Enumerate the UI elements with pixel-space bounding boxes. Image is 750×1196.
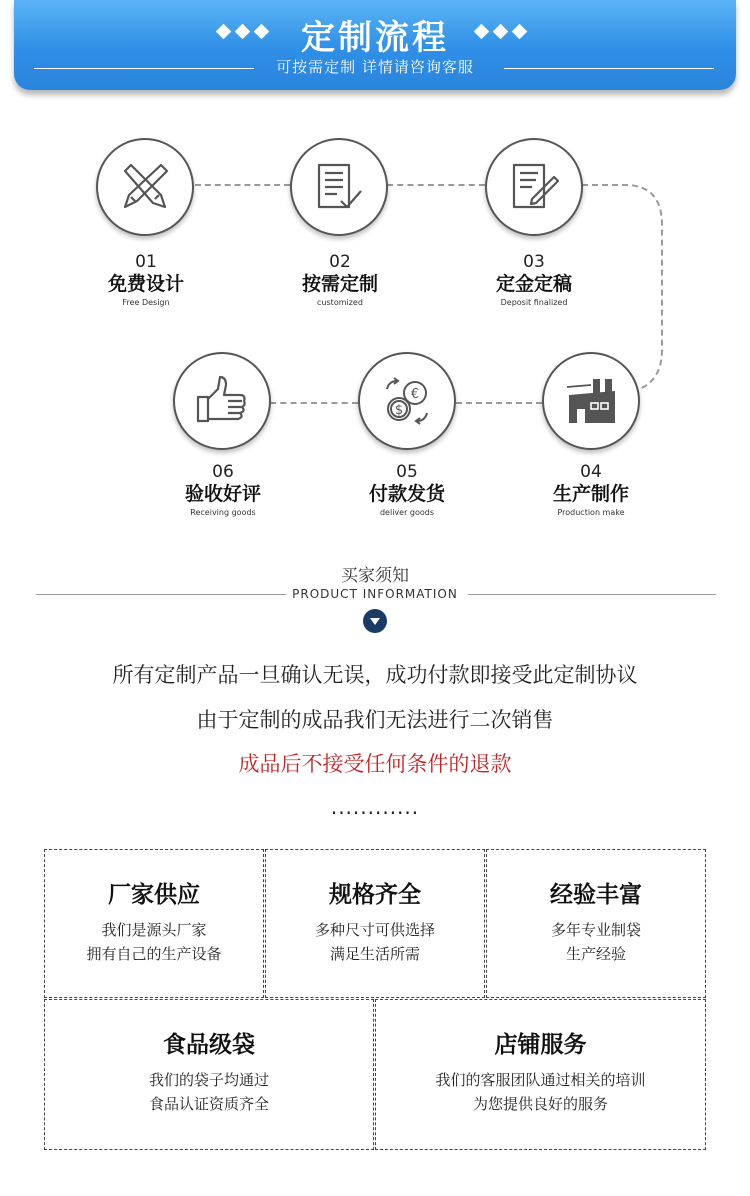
svg-text:€: € [410, 387, 420, 402]
step-5-label [327, 462, 487, 520]
thumbs-up-icon [194, 373, 250, 429]
step-6-circle [173, 352, 271, 450]
step-2-label [260, 252, 420, 310]
banner-subtitle: 可按需定制 详情请咨询客服 [276, 58, 474, 76]
connector-2-3 [387, 184, 485, 186]
feature-title: 厂家供应 [108, 882, 200, 908]
feature-card-service [375, 999, 706, 1150]
step-title: 按需定制 [301, 273, 378, 295]
feature-card-food-grade [44, 999, 374, 1150]
step-1-label [66, 252, 226, 310]
step-number: 04 [580, 462, 602, 482]
step-subtitle: Receiving goods [190, 508, 256, 517]
step-6-label [143, 462, 303, 520]
step-5-circle [358, 352, 456, 450]
feature-card-factory [44, 849, 264, 998]
info-title-en: PRODUCT INFORMATION [292, 587, 458, 601]
edit-document-icon [506, 159, 562, 215]
connector-1-2 [195, 184, 290, 186]
step-number: 02 [329, 252, 351, 272]
step-1-circle [96, 138, 194, 236]
step-title: 付款发货 [368, 483, 445, 505]
connector-4-5 [456, 402, 542, 404]
feature-line: 食品认证资质齐全 [148, 1095, 269, 1113]
step-subtitle: Deposit finalized [500, 298, 568, 307]
feature-card-experience [486, 849, 706, 998]
ellipsis-divider: ............ [330, 795, 420, 819]
info-divider-right [468, 594, 716, 595]
currency-exchange-icon [379, 373, 435, 429]
step-4-label [511, 462, 671, 520]
connector-5-6 [270, 402, 358, 404]
step-3-label [454, 252, 614, 310]
feature-line: 为您提供良好的服务 [472, 1095, 608, 1113]
feature-description [45, 1068, 373, 1116]
feature-title: 店铺服务 [494, 1032, 587, 1058]
step-4-circle [542, 352, 640, 450]
feature-line: 我们的客服团队通过相关的培训 [435, 1071, 646, 1089]
step-subtitle: Free Design [122, 298, 170, 307]
step-number: 03 [523, 252, 545, 272]
step-2-circle [290, 138, 388, 236]
factory-icon [563, 373, 619, 429]
feature-description [266, 918, 484, 966]
svg-text:$: $ [394, 403, 404, 418]
step-title: 生产制作 [552, 483, 629, 505]
step-subtitle: customized [317, 298, 363, 307]
feature-line: 我们是源头厂家 [101, 921, 207, 939]
banner-title: 定制流程 [301, 18, 449, 58]
notice-line-2: 由于定制的成品我们无法进行二次销售 [196, 708, 554, 732]
feature-title: 规格齐全 [329, 882, 421, 908]
step-title: 定金定稿 [495, 273, 572, 295]
feature-line: 满足生活所需 [329, 945, 420, 963]
step-number: 01 [135, 252, 157, 272]
step-number: 05 [396, 462, 418, 482]
chevron-down-icon [363, 609, 387, 633]
feature-title: 经验丰富 [550, 882, 642, 908]
notice-line-1: 所有定制产品一旦确认无误，成功付款即接受此定制协议 [112, 663, 638, 687]
step-title: 验收好评 [184, 483, 261, 505]
step-title: 免费设计 [107, 273, 184, 295]
feature-title: 食品级袋 [163, 1032, 255, 1058]
feature-card-sizes [265, 849, 485, 998]
pen-pencil-icon [117, 159, 173, 215]
feature-description [45, 918, 263, 966]
notice-line-3-warning: 成品后不接受任何条件的退款 [238, 752, 512, 776]
step-subtitle: deliver goods [379, 508, 435, 517]
step-subtitle: Production make [557, 508, 625, 517]
header-banner [14, 0, 736, 90]
feature-description [376, 1068, 705, 1116]
feature-line: 多年专业制袋 [550, 921, 641, 939]
feature-line: 生产经验 [565, 945, 626, 963]
feature-line: 多种尺寸可供选择 [314, 921, 435, 939]
banner-divider-right [504, 68, 714, 69]
step-number: 06 [212, 462, 234, 482]
feature-line: 拥有自己的生产设备 [86, 945, 222, 963]
diamond-decoration-right [472, 22, 542, 36]
info-title: 买家须知 [341, 566, 409, 586]
checklist-document-icon [311, 159, 367, 215]
feature-line: 我们的袋子均通过 [148, 1071, 269, 1089]
feature-description [487, 918, 705, 966]
step-3-circle [485, 138, 583, 236]
